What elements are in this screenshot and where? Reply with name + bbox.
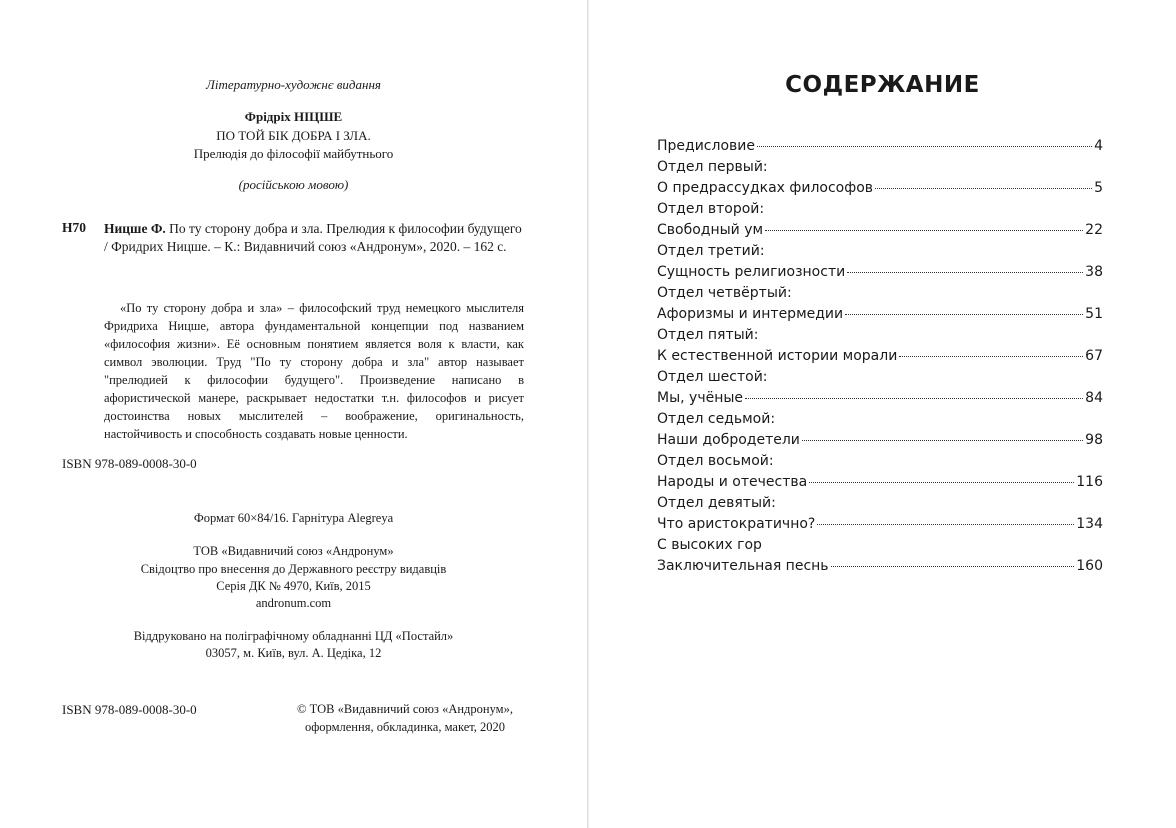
contents-entry	[657, 556, 1103, 577]
contents-page-number: 116	[1076, 474, 1103, 490]
contents-entry-title: Отдел седьмой:	[657, 411, 776, 427]
imprint-page	[0, 0, 587, 828]
library-code: Н70	[62, 220, 87, 235]
dot-leader	[757, 146, 1092, 147]
contents-page-number: 67	[1085, 348, 1103, 364]
contents-entry-title: Мы, учёные	[657, 390, 744, 406]
contents-entry	[657, 136, 1103, 157]
contents-entry	[657, 304, 1103, 325]
contents-entry-title: Предисловие	[657, 138, 755, 154]
library-description: По ту сторону добра и зла. Прелюдия к философии будущего / Фридрих Ницше. – К.: Видавничий союз «Андронум», 2020. – 162 с.	[104, 221, 522, 254]
contents-entry-title: Отдел пятый:	[657, 327, 759, 343]
contents-entry-title: Отдел третий:	[657, 243, 765, 259]
publisher-website: andronum.com	[255, 596, 332, 610]
contents-page-number: 160	[1076, 558, 1103, 574]
contents-entry	[657, 346, 1103, 367]
dot-leader	[809, 482, 1074, 483]
contents-entry	[657, 178, 1103, 199]
contents-entry	[657, 535, 1103, 556]
edition-type: Літературно-художнє видання	[206, 77, 381, 92]
contents-entry	[657, 388, 1103, 409]
contents-entry-title: Отдел шестой:	[657, 369, 768, 385]
contents-entry	[657, 325, 1103, 346]
contents-entry	[657, 514, 1103, 535]
contents-title: СОДЕРЖАНИЕ	[785, 72, 980, 98]
contents-entry-title: Отдел второй:	[657, 201, 765, 217]
format-line: Формат 60×84/16. Гарнітура Alegreya	[193, 511, 394, 525]
book-subtitle: Прелюдія до філософії майбутнього	[193, 146, 394, 161]
copyright-line: оформлення, обкладинка, макет, 2020	[304, 720, 506, 734]
dot-leader	[875, 188, 1092, 189]
contents-page-number: 4	[1094, 138, 1103, 154]
contents-page-number: 84	[1085, 390, 1103, 406]
dot-leader	[845, 314, 1083, 315]
contents-entry	[657, 493, 1103, 514]
printing-line: Віддруковано на поліграфічному обладнанні ЦД «Постайл»	[133, 629, 454, 643]
contents-entry-title: Заключительная песнь	[657, 558, 829, 574]
contents-entry	[657, 367, 1103, 388]
dot-leader	[765, 230, 1083, 231]
contents-page-number: 51	[1085, 306, 1103, 322]
copyright-line: © ТОВ «Видавничий союз «Андронум»,	[297, 702, 513, 716]
library-author: Ницше Ф.	[104, 221, 166, 236]
contents-entry	[657, 283, 1103, 304]
contents-entry	[657, 262, 1103, 283]
contents-entry-title: Народы и отечества	[657, 474, 808, 490]
dot-leader	[745, 398, 1083, 399]
contents-entry	[657, 157, 1103, 178]
contents-entry-title: О предрассудках философов	[657, 180, 874, 196]
dot-leader	[817, 524, 1074, 525]
contents-entry	[657, 199, 1103, 220]
author-name: Фрідріх НІЦШЕ	[244, 109, 343, 124]
contents-page-number: 5	[1094, 180, 1103, 196]
contents-page-number: 134	[1076, 516, 1103, 532]
contents-entry-title: Афоризмы и интермедии	[657, 306, 844, 322]
contents-entry-title: Наши добродетели	[657, 432, 800, 448]
contents-entry	[657, 451, 1103, 472]
contents-entry	[657, 409, 1103, 430]
publisher-line: ТОВ «Видавничий союз «Андронум»	[193, 544, 394, 558]
printing-line: 03057, м. Київ, вул. А. Цедіка, 12	[205, 646, 382, 660]
copyright	[280, 700, 530, 736]
contents-entry-title: Сущность религиозности	[657, 264, 846, 280]
contents-entry	[657, 220, 1103, 241]
dot-leader	[831, 566, 1075, 567]
isbn-bottom: ISBN 978-089-0008-30-0	[62, 702, 197, 717]
contents-page-number: 22	[1085, 222, 1103, 238]
contents-entry	[657, 241, 1103, 262]
dot-leader	[899, 356, 1083, 357]
publisher-line: Свідоцтво про внесення до Державного реєстру видавців	[140, 562, 447, 576]
dot-leader	[847, 272, 1083, 273]
contents-entry-title: Что аристократично?	[657, 516, 816, 532]
contents-page-number: 98	[1085, 432, 1103, 448]
dot-leader	[802, 440, 1083, 441]
isbn-top: ISBN 978-089-0008-30-0	[62, 456, 197, 471]
contents-entry-title: К естественной истории морали	[657, 348, 898, 364]
contents-entry-title: Отдел четвёртый:	[657, 285, 792, 301]
book-title: ПО ТОЙ БІК ДОБРА І ЗЛА.	[216, 128, 371, 143]
contents-entry	[657, 472, 1103, 493]
contents-entry-title: Отдел первый:	[657, 159, 768, 175]
contents-entry	[657, 430, 1103, 451]
contents-entry-title: Свободный ум	[657, 222, 764, 238]
annotation: «По ту сторону добра и зла» – философский труд немецкого мыслителя Фридриха Ницше, автора фундаментальной концепции под названием «философия жизни». Её основным понятием является воля к власти, как символ эволюции. Труд "По ту сторону добра и зла" автор называет "прелюдией к философии будущего". Произведение написано в афористической манере, раскрывает недостатки т.н. философов и рисует достоинства новых мыслителей – воображение, оригинальность, настойчивость и способность создавать новые ценности.	[104, 301, 524, 441]
contents-entry-title: Отдел восьмой:	[657, 453, 774, 469]
contents-page-number: 38	[1085, 264, 1103, 280]
contents-list	[657, 136, 1103, 577]
contents-entry-title: С высоких гор	[657, 537, 762, 553]
library-record	[104, 220, 524, 256]
language-note: (російською мовою)	[238, 177, 349, 192]
contents-entry-title: Отдел девятый:	[657, 495, 776, 511]
publisher-line: Серія ДК № 4970, Київ, 2015	[216, 579, 371, 593]
contents-page	[589, 0, 1176, 828]
